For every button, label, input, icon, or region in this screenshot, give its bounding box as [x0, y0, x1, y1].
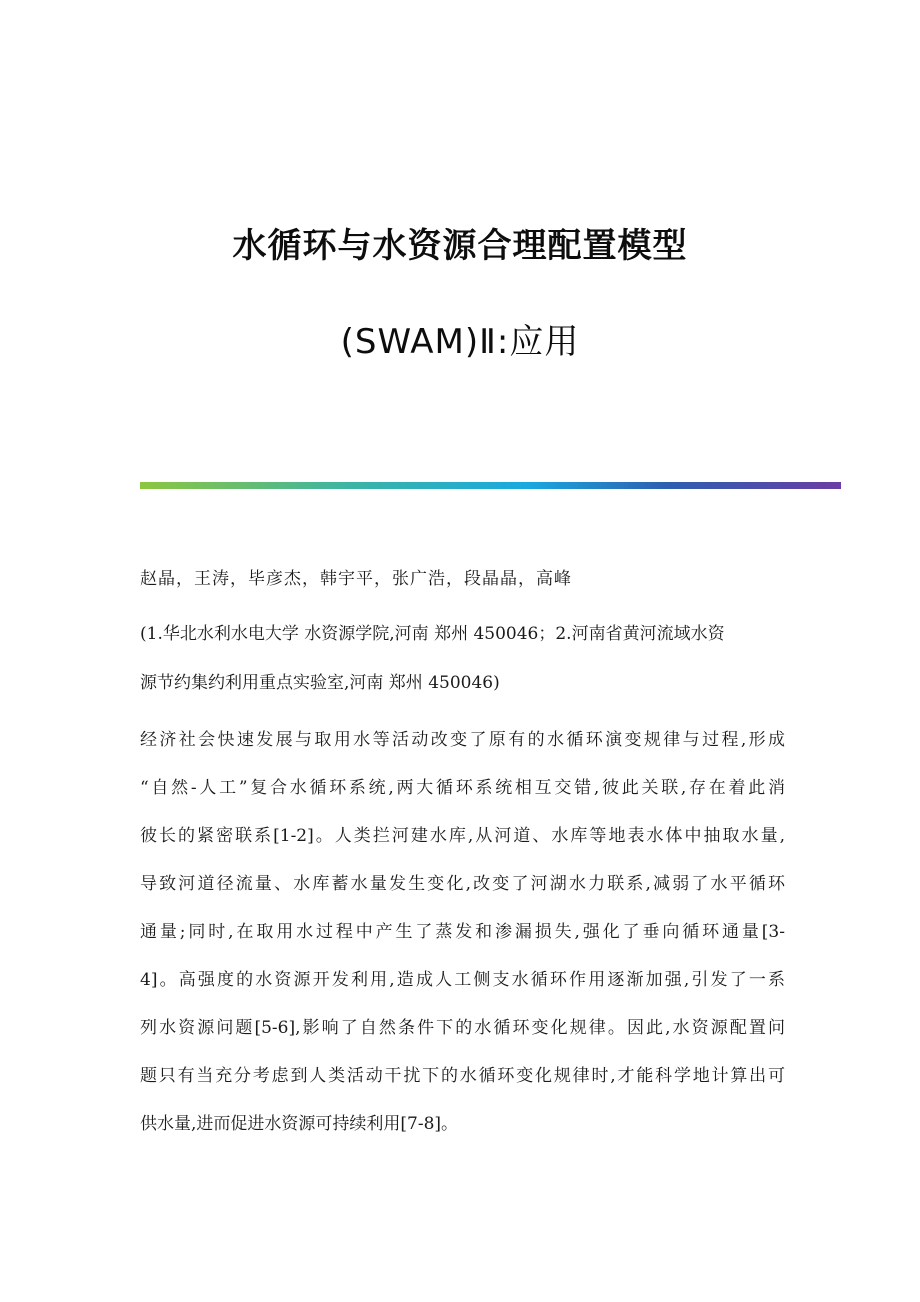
affiliation-line-1: (1.华北水利水电大学 水资源学院,河南 郑州 450046；2.河南省黄河流域水资: [140, 624, 725, 644]
paper-title-line-1: 水循环与水资源合理配置模型: [232, 226, 688, 266]
paragraph-line: 通量;同时,在取用水过程中产生了蒸发和渗漏损失,强化了垂向循环通量[3-: [140, 922, 785, 942]
affiliation-line-2: 源节约集约利用重点实验室,河南 郑州 450046): [140, 673, 500, 693]
paragraph-line: 彼长的紧密联系[1-2]。人类拦河建水库,从河道、水库等地表水体中抽取水量,: [140, 826, 785, 846]
paragraph-line: “自然-人工”复合水循环系统,两大循环系统相互交错,彼此关联,存在着此消: [140, 778, 785, 798]
paragraph-line: 经济社会快速发展与取用水等活动改变了原有的水循环演变规律与过程,形成: [140, 730, 785, 750]
paper-title-line-2: (SWAM)Ⅱ:应用: [340, 322, 580, 362]
paragraph-line: 导致河道径流量、水库蓄水量发生变化,改变了河湖水力联系,减弱了水平循环: [140, 874, 785, 894]
title-divider: [140, 482, 841, 489]
author-list: 赵晶，王涛，毕彦杰，韩宇平，张广浩，段晶晶，高峰: [140, 569, 572, 589]
paragraph-line: 供水量,进而促进水资源可持续利用[7-8]。: [140, 1114, 459, 1134]
paragraph-line: 题只有当充分考虑到人类活动干扰下的水循环变化规律时,才能科学地计算出可: [140, 1066, 785, 1086]
paragraph-line: 列水资源问题[5-6],影响了自然条件下的水循环变化规律。因此,水资源配置问: [140, 1018, 785, 1038]
paragraph-line: 4]。高强度的水资源开发利用,造成人工侧支水循环作用逐渐加强,引发了一系: [140, 970, 785, 990]
